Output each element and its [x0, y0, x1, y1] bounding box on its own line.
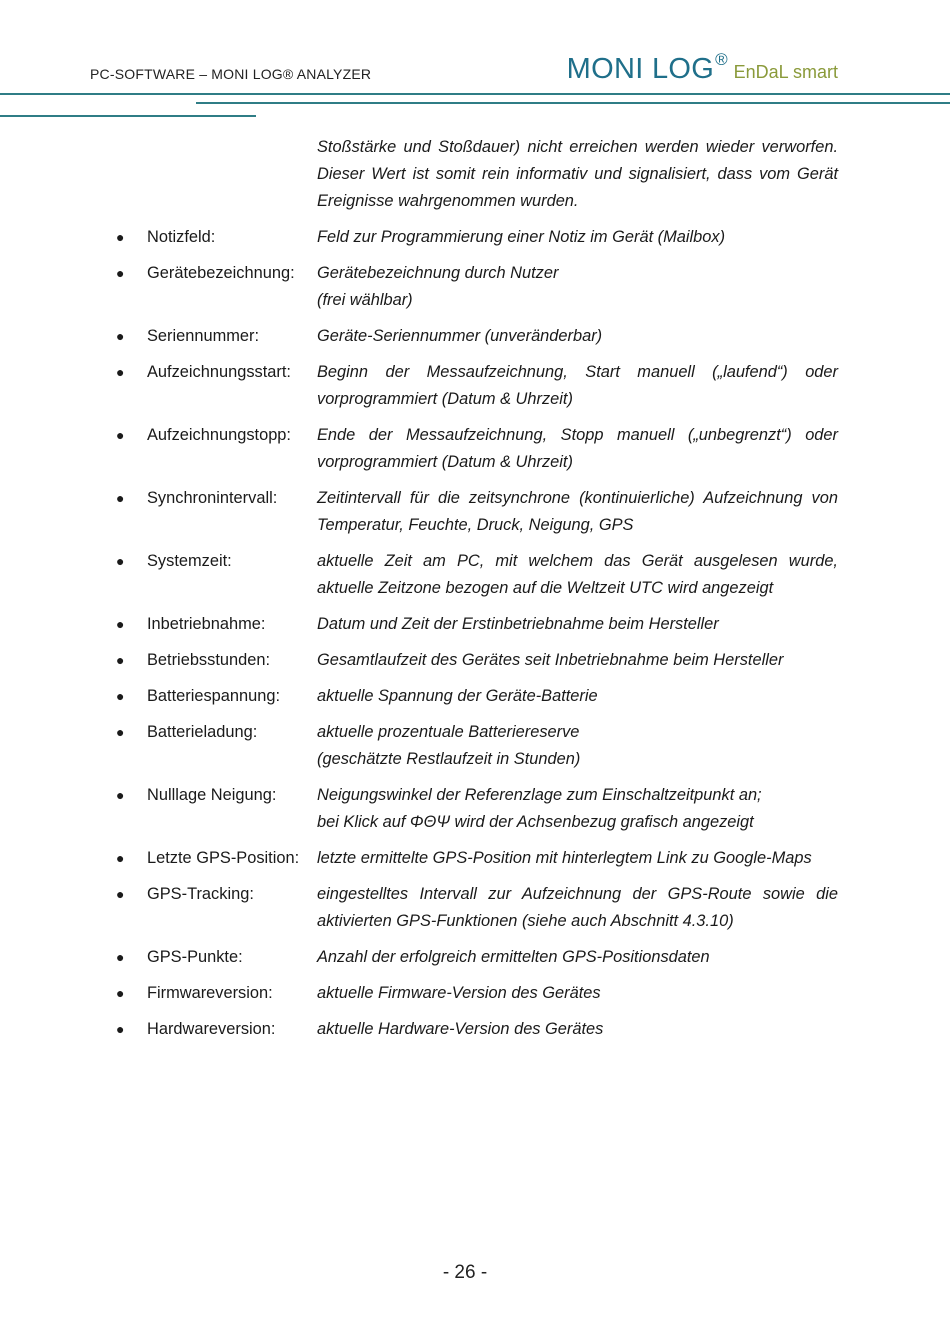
list-item: [110, 359, 838, 413]
list-item: [110, 485, 838, 539]
item-term: GPS-Punkte:: [147, 948, 243, 966]
brand-logo: [567, 50, 838, 86]
bullet-icon: ●: [116, 553, 125, 569]
item-description: [317, 323, 838, 350]
list-item: [110, 323, 838, 350]
description-line: Gesamtlaufzeit des Gerätes seit Inbetriebnahme beim Hersteller: [317, 651, 784, 669]
description-line: Beginn der Messaufzeichnung, Start manuell („laufend“) oder vorprogrammiert (Datum & Uhrzeit): [317, 363, 838, 408]
list-item: [110, 881, 838, 935]
list-item: [110, 224, 838, 251]
description-line: aktuelle prozentuale Batteriereserve: [317, 723, 580, 741]
item-description: [317, 359, 838, 413]
list-item: [110, 611, 838, 638]
description-line: eingestelltes Intervall zur Aufzeichnung der GPS-Route sowie die aktivierten GPS-Funktionen (siehe auch Abschnitt 4.3.10): [317, 885, 838, 930]
bullet-icon: ●: [116, 229, 125, 245]
item-description: [317, 719, 838, 773]
bullet-icon: ●: [116, 850, 125, 866]
description-line: (geschätzte Restlaufzeit in Stunden): [317, 750, 581, 768]
header-rule-middle: [196, 102, 950, 104]
item-term: Firmwareversion:: [147, 984, 273, 1002]
bullet-icon: ●: [116, 949, 125, 965]
description-line: aktuelle Hardware-Version des Gerätes: [317, 1020, 604, 1038]
description-line: Gerätebezeichnung durch Nutzer: [317, 264, 559, 282]
item-description: [317, 881, 838, 935]
bullet-icon: ●: [116, 364, 125, 380]
item-term: Aufzeichnungsstart:: [147, 363, 291, 381]
description-line: Ende der Messaufzeichnung, Stopp manuell („unbegrenzt“) oder vorprogrammiert (Datum & Uhrzeit): [317, 426, 838, 471]
item-term: Hardwareversion:: [147, 1020, 276, 1038]
bullet-icon: ●: [116, 652, 125, 668]
bullet-icon: ●: [116, 427, 125, 443]
brand-subtitle: EnDaL smart: [733, 62, 838, 82]
item-term: Seriennummer:: [147, 327, 260, 345]
item-description: [317, 1016, 838, 1043]
description-line: Datum und Zeit der Erstinbetriebnahme beim Hersteller: [317, 615, 719, 633]
item-term: Batterieladung:: [147, 723, 258, 741]
document-body: [110, 134, 838, 1052]
item-description: [317, 485, 838, 539]
bullet-icon: ●: [116, 328, 125, 344]
description-line: letzte ermittelte GPS-Position mit hinterlegtem Link zu Google-Maps: [317, 849, 812, 867]
intro-paragraph: Stoßstärke und Stoßdauer) nicht erreichen werden wieder verworfen. Dieser Wert ist somit rein informativ und signalisiert, dass vom Gerät Ereignisse wahrgenommen wurden.: [317, 138, 838, 210]
description-line: Zeitintervall für die zeitsynchrone (kontinuierliche) Aufzeichnung von Temperatur, Feuchte, Druck, Neigung, GPS: [317, 489, 838, 534]
bullet-icon: ●: [116, 787, 125, 803]
list-item: [110, 1016, 838, 1043]
description-line: bei Klick auf ΦΘΨ wird der Achsenbezug grafisch angezeigt: [317, 813, 754, 831]
description-line: Geräte-Seriennummer (unveränderbar): [317, 327, 603, 345]
list-item: [110, 944, 838, 971]
description-line: Anzahl der erfolgreich ermittelten GPS-Positionsdaten: [317, 948, 710, 966]
item-term: GPS-Tracking:: [147, 885, 254, 903]
bullet-icon: ●: [116, 724, 125, 740]
item-description: [317, 980, 838, 1007]
list-item: [110, 782, 838, 836]
item-term: Gerätebezeichnung:: [147, 264, 295, 282]
list-item: [110, 980, 838, 1007]
bullet-icon: ●: [116, 886, 125, 902]
list-item: [110, 719, 838, 773]
item-term: Batteriespannung:: [147, 687, 281, 705]
item-description: [317, 944, 838, 971]
bullet-icon: ●: [116, 985, 125, 1001]
item-description: [317, 224, 838, 251]
brand-registered-mark: ®: [715, 50, 728, 69]
description-line: Neigungswinkel der Referenzlage zum Einschaltzeitpunkt an;: [317, 786, 762, 804]
description-line: Feld zur Programmierung einer Notiz im Gerät (Mailbox): [317, 228, 726, 246]
header-rule-top: [0, 93, 950, 95]
item-term: Inbetriebnahme:: [147, 615, 266, 633]
item-term: Notizfeld:: [147, 228, 216, 246]
bullet-icon: ●: [116, 616, 125, 632]
description-line: aktuelle Spannung der Geräte-Batterie: [317, 687, 598, 705]
header-rule-lower: [0, 115, 256, 117]
bullet-icon: ●: [116, 1021, 125, 1037]
item-term: Synchronintervall:: [147, 489, 278, 507]
description-line: (frei wählbar): [317, 291, 413, 309]
list-item: [110, 683, 838, 710]
list-item: [110, 548, 838, 602]
item-description: [317, 683, 838, 710]
list-item: [110, 260, 838, 314]
description-line: aktuelle Firmware-Version des Gerätes: [317, 984, 601, 1002]
item-term: Letzte GPS-Position:: [147, 849, 300, 867]
page-number: - 26 -: [442, 1262, 488, 1283]
item-description: [317, 647, 838, 674]
item-description: [317, 782, 838, 836]
list-item: [110, 647, 838, 674]
item-description: [317, 611, 838, 638]
item-term: Systemzeit:: [147, 552, 232, 570]
item-term: Nulllage Neigung:: [147, 786, 277, 804]
definition-list: [110, 224, 838, 1043]
bullet-icon: ●: [116, 265, 125, 281]
item-description: [317, 845, 838, 872]
description-line: aktuelle Zeit am PC, mit welchem das Gerät ausgelesen wurde, aktuelle Zeitzone bezogen auf die Weltzeit UTC wird angezeigt: [317, 552, 838, 597]
bullet-icon: ●: [116, 688, 125, 704]
item-description: [317, 422, 838, 476]
header-title: PC-SOFTWARE – MONI LOG® ANALYZER: [90, 66, 372, 82]
bullet-icon: ●: [116, 490, 125, 506]
list-item: [110, 845, 838, 872]
item-description: [317, 260, 838, 314]
item-description: [317, 548, 838, 602]
brand-name: MONI LOG: [566, 53, 715, 85]
item-term: Aufzeichnungstopp:: [147, 426, 291, 444]
list-item: [110, 422, 838, 476]
item-term: Betriebsstunden:: [147, 651, 271, 669]
